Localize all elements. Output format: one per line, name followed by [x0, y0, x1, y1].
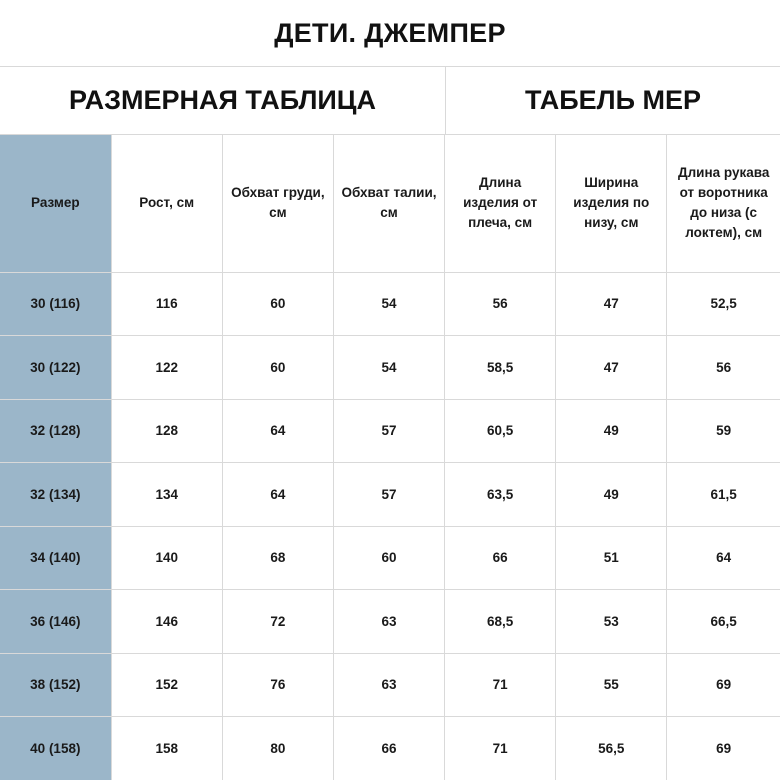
height-cell: 116: [111, 272, 222, 336]
chest-cell: 60: [222, 336, 333, 400]
chest-cell: 76: [222, 653, 333, 717]
waist-cell: 63: [333, 590, 444, 654]
chest-cell: 64: [222, 463, 333, 527]
waist-cell: 63: [333, 653, 444, 717]
sleeve-length-cell: 56: [667, 336, 780, 400]
size-cell: 30 (116): [0, 272, 111, 336]
column-header-size: Размер: [0, 135, 111, 272]
height-cell: 122: [111, 336, 222, 400]
chest-cell: 68: [222, 526, 333, 590]
sleeve-length-cell: 69: [667, 717, 780, 780]
bottom-width-cell: 47: [556, 336, 667, 400]
bottom-width-cell: 56,5: [556, 717, 667, 780]
table-row: [0, 717, 780, 780]
column-header-waist: Обхват талии, см: [333, 135, 444, 272]
size-table: [0, 135, 780, 780]
size-cell: 30 (122): [0, 336, 111, 400]
page-title: ДЕТИ. ДЖЕМПЕР: [0, 0, 780, 67]
bottom-width-cell: 49: [556, 399, 667, 463]
sleeve-length-cell: 64: [667, 526, 780, 590]
column-header-bottom-width: Ширина изделия по низу, см: [556, 135, 667, 272]
bottom-width-cell: 47: [556, 272, 667, 336]
waist-cell: 60: [333, 526, 444, 590]
waist-cell: 54: [333, 336, 444, 400]
header-row: [0, 135, 780, 272]
length-cell: 58,5: [445, 336, 556, 400]
section-title-measurements: ТАБЕЛЬ МЕР: [446, 67, 780, 135]
chest-cell: 80: [222, 717, 333, 780]
table-row: [0, 653, 780, 717]
height-cell: 158: [111, 717, 222, 780]
table-row: [0, 526, 780, 590]
table-row: [0, 463, 780, 527]
table-row: [0, 336, 780, 400]
table-row: [0, 272, 780, 336]
size-cell: 32 (134): [0, 463, 111, 527]
chest-cell: 72: [222, 590, 333, 654]
length-cell: 66: [445, 526, 556, 590]
table-row: [0, 399, 780, 463]
column-header-height: Рост, см: [111, 135, 222, 272]
bottom-width-cell: 49: [556, 463, 667, 527]
sleeve-length-cell: 61,5: [667, 463, 780, 527]
chest-cell: 60: [222, 272, 333, 336]
bottom-width-cell: 53: [556, 590, 667, 654]
sleeve-length-cell: 59: [667, 399, 780, 463]
bottom-width-cell: 55: [556, 653, 667, 717]
length-cell: 71: [445, 653, 556, 717]
height-cell: 140: [111, 526, 222, 590]
column-header-length: Длина изделия от плеча, см: [445, 135, 556, 272]
size-cell: 38 (152): [0, 653, 111, 717]
size-cell: 32 (128): [0, 399, 111, 463]
length-cell: 60,5: [445, 399, 556, 463]
height-cell: 134: [111, 463, 222, 527]
sleeve-length-cell: 66,5: [667, 590, 780, 654]
sleeve-length-cell: 69: [667, 653, 780, 717]
waist-cell: 57: [333, 463, 444, 527]
height-cell: 128: [111, 399, 222, 463]
sleeve-length-cell: 52,5: [667, 272, 780, 336]
length-cell: 63,5: [445, 463, 556, 527]
height-cell: 146: [111, 590, 222, 654]
height-cell: 152: [111, 653, 222, 717]
chest-cell: 64: [222, 399, 333, 463]
column-header-sleeve-length: Длина рукава от воротника до низа (с локтем), см: [667, 135, 780, 272]
waist-cell: 66: [333, 717, 444, 780]
section-title-size-table: РАЗМЕРНАЯ ТАБЛИЦА: [0, 67, 446, 135]
size-cell: 40 (158): [0, 717, 111, 780]
table-row: [0, 590, 780, 654]
waist-cell: 54: [333, 272, 444, 336]
size-cell: 34 (140): [0, 526, 111, 590]
column-header-chest: Обхват груди, см: [222, 135, 333, 272]
bottom-width-cell: 51: [556, 526, 667, 590]
length-cell: 68,5: [445, 590, 556, 654]
waist-cell: 57: [333, 399, 444, 463]
length-cell: 56: [445, 272, 556, 336]
size-cell: 36 (146): [0, 590, 111, 654]
length-cell: 71: [445, 717, 556, 780]
